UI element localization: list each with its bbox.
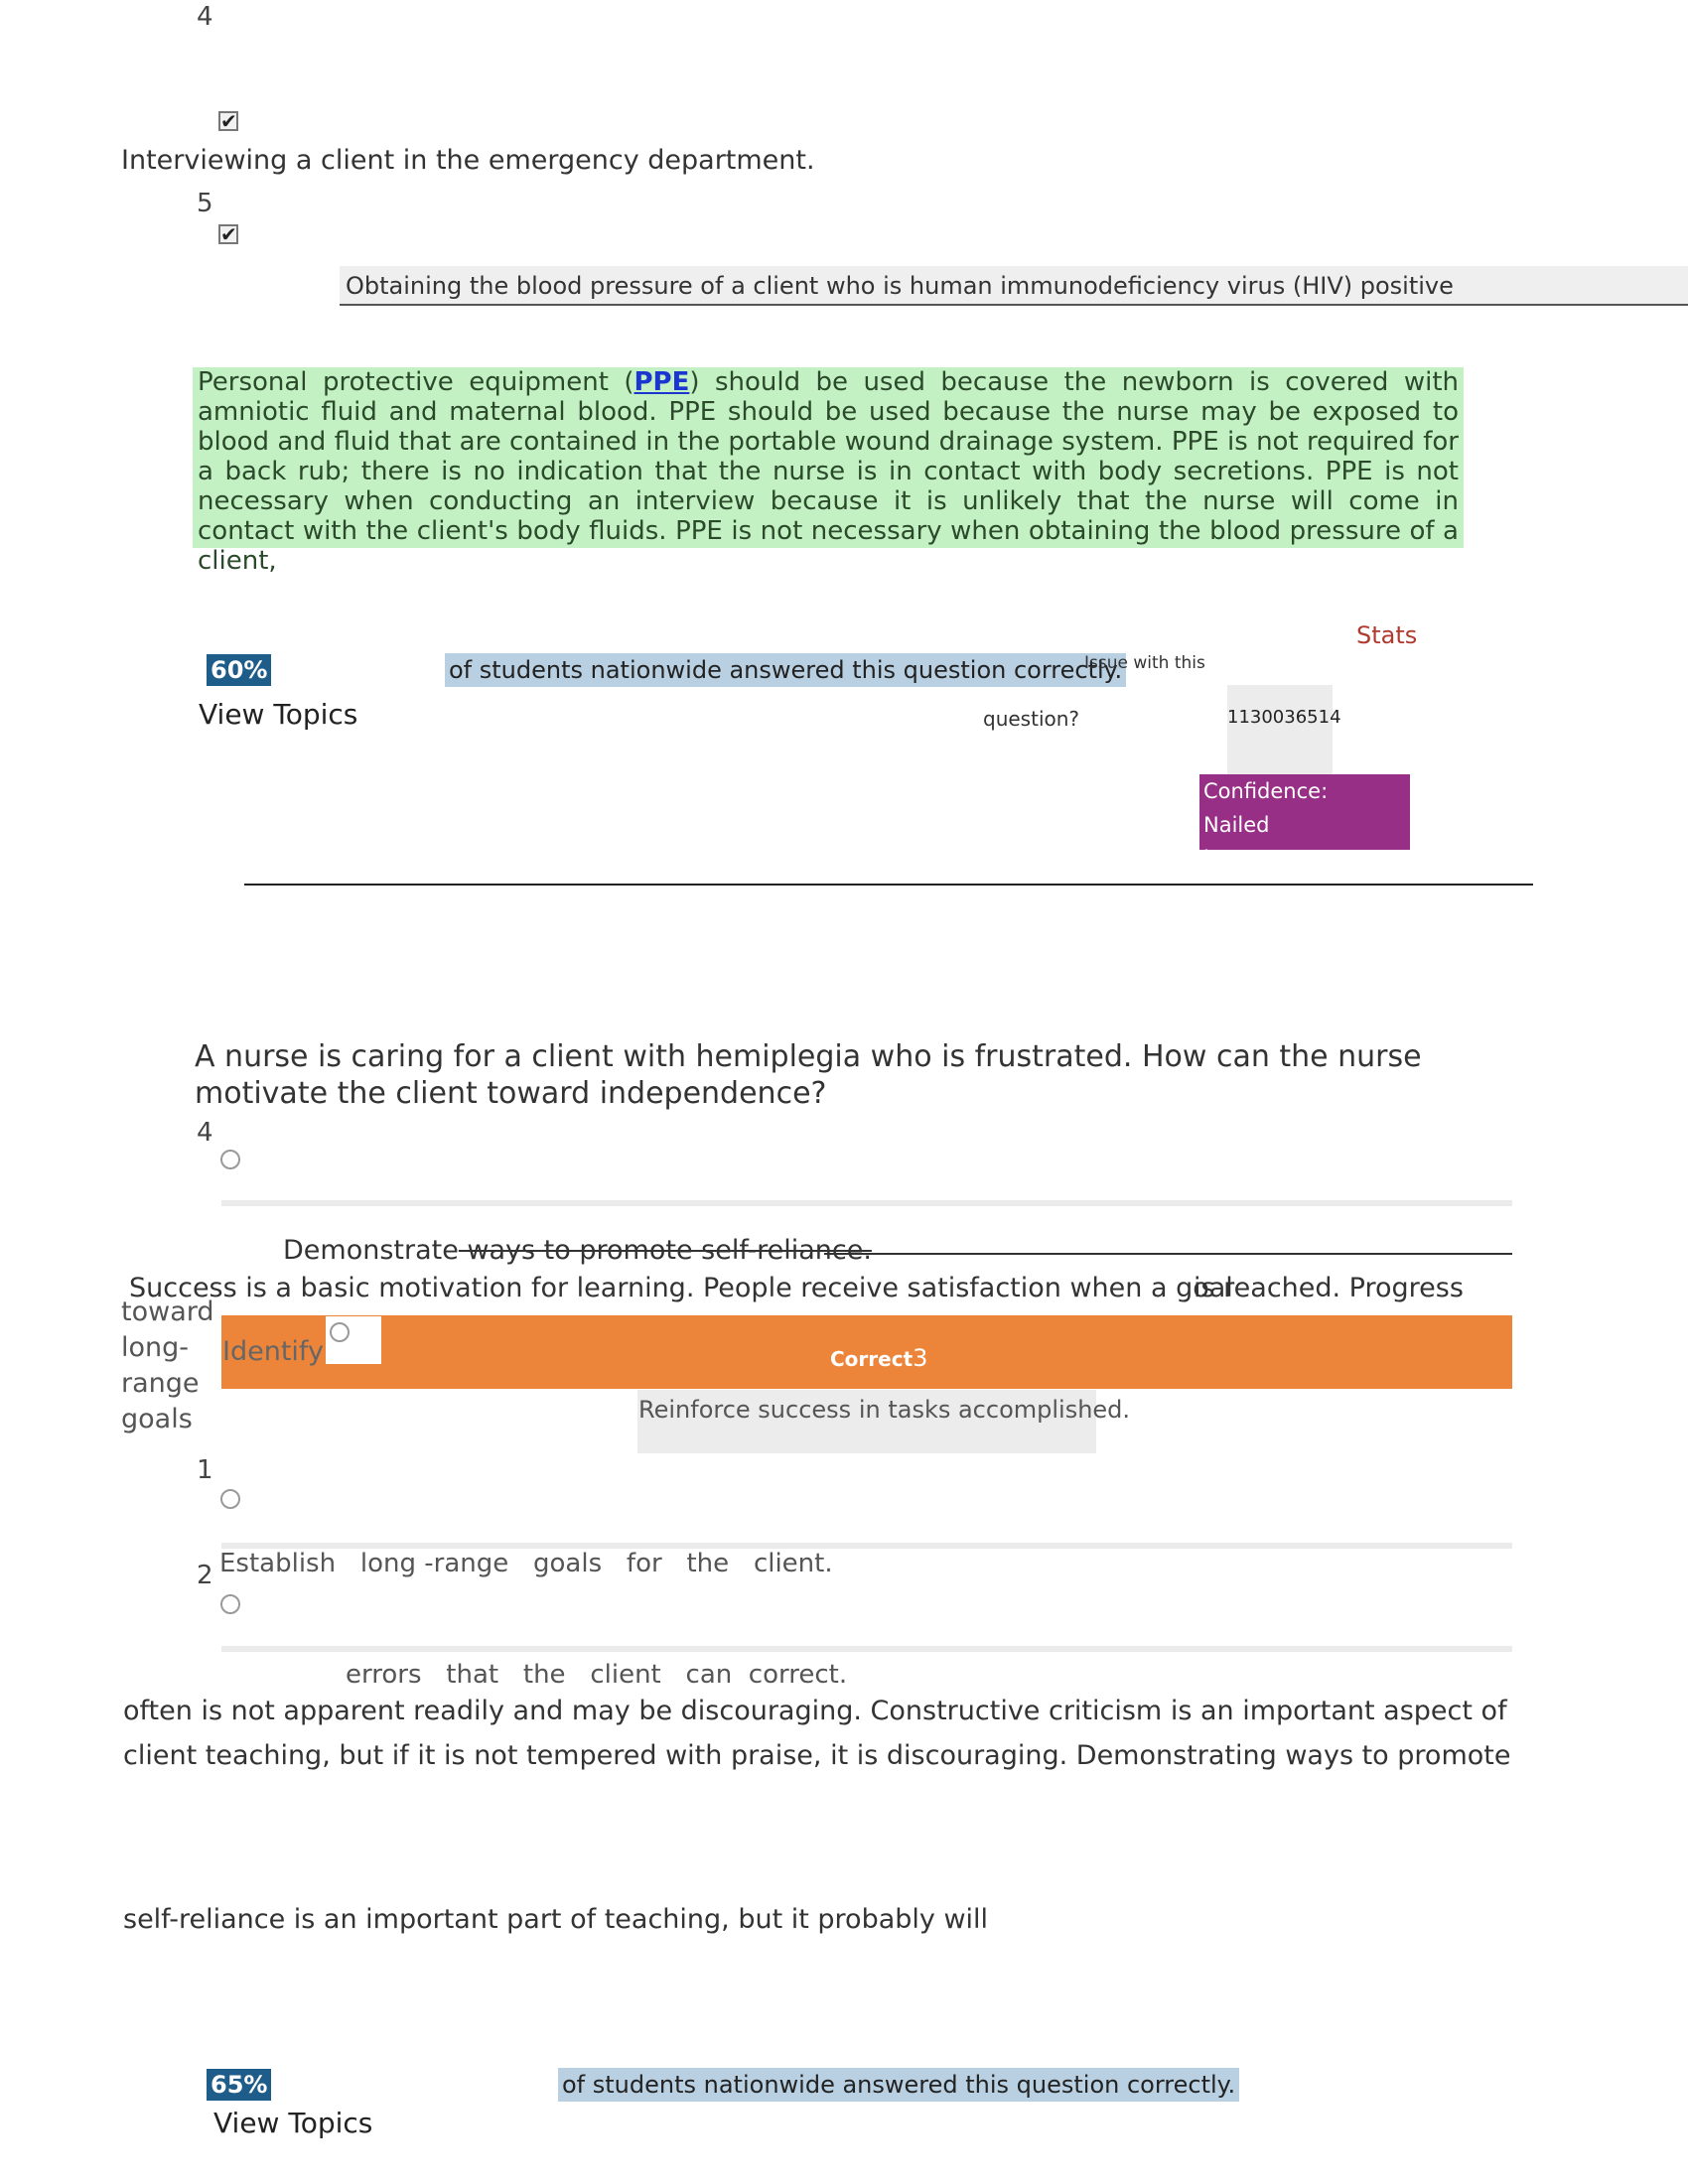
rationale-text-start: Personal protective equipment ( bbox=[198, 367, 634, 397]
radio-option-2[interactable] bbox=[220, 1594, 240, 1614]
option-number-2: 2 bbox=[197, 1561, 213, 1590]
option-identify-prefix: Identify bbox=[222, 1336, 324, 1367]
option-demonstrate-prefix: Demonstrate bbox=[283, 1235, 459, 1266]
option-strike-line bbox=[824, 1253, 1512, 1255]
option-errors: errors that the client can correct. bbox=[346, 1660, 848, 1690]
rationale-line2: often is not apparent readily and may be discouraging. Constructive criticism is an important aspect of bbox=[123, 1696, 1507, 1726]
rationale-line4: self-reliance is an important part of teaching, but it probably will bbox=[123, 1904, 989, 1935]
correct-label bbox=[830, 1344, 927, 1372]
nationwide-text: of students nationwide answered this question correctly. bbox=[445, 653, 1126, 687]
rationale-line1: Success is a basic motivation for learning. People receive satisfaction when a goal bbox=[129, 1273, 1233, 1303]
checkbox-interview[interactable]: ✔ bbox=[220, 109, 237, 133]
checkbox-blood-pressure[interactable]: ✔ bbox=[220, 222, 237, 246]
issue-link-line1[interactable]: Issue with this bbox=[1084, 653, 1205, 673]
question-stem: A nurse is caring for a client with hemiplegia who is frustrated. How can the nurse motivate the client toward independence? bbox=[195, 1039, 1422, 1111]
question-divider bbox=[244, 884, 1533, 886]
percent-badge: 60% bbox=[207, 654, 271, 686]
option-number-1: 1 bbox=[197, 1455, 213, 1485]
view-topics-link-2[interactable]: View Topics bbox=[213, 2107, 373, 2139]
option-separator bbox=[221, 1200, 1512, 1206]
confidence-badge[interactable] bbox=[1199, 774, 1410, 871]
rationale-text-rest: ) should be used because the newborn is covered with amniotic fluid and maternal blood. PPE should be used because the nurse may be exposed to blood and fluid that are contained in the portable wound drainage system. PPE is not required for a back rub; there is no indication that the nurse is in contact with body secretions. PPE is not necessary when conducting an interview because it is unlikely that the nurse will come in contact with the client's body fluids. PPE is not necessary when obtaining the blood pressure of a client, bbox=[198, 367, 1459, 576]
question-id-box bbox=[1227, 685, 1333, 774]
option-number-5: 5 bbox=[197, 189, 213, 218]
percent-badge-2: 65% bbox=[207, 2069, 271, 2101]
correct-number: 3 bbox=[913, 1344, 928, 1372]
ppe-link[interactable]: PPE bbox=[633, 367, 690, 397]
option-blood-pressure-text: Obtaining the blood pressure of a client who is human immunodeficiency virus (HIV) positive bbox=[340, 266, 1688, 306]
radio-reinforce[interactable] bbox=[330, 1322, 350, 1342]
question-id: 1130036514 bbox=[1227, 707, 1341, 728]
option-interview-text: Interviewing a client in the emergency department. bbox=[121, 145, 815, 176]
side-fragment-3: range bbox=[121, 1368, 200, 1399]
view-topics-link[interactable]: View Topics bbox=[199, 698, 358, 731]
side-fragment-1: toward bbox=[121, 1297, 214, 1327]
confidence-label: Confidence: bbox=[1203, 779, 1329, 803]
side-fragment-2: long- bbox=[121, 1332, 190, 1363]
issue-link-line2[interactable]: question? bbox=[983, 707, 1080, 731]
option-number-4: 4 bbox=[197, 2, 213, 32]
radio-demonstrate[interactable] bbox=[220, 1150, 240, 1169]
rationale-line3: client teaching, but if it is not tempered with praise, it is discouraging. Demonstrating ways to promote bbox=[123, 1740, 1511, 1771]
confidence-value-wrap: it bbox=[1203, 847, 1218, 871]
option-separator-3 bbox=[221, 1646, 1512, 1652]
rationale-ppe bbox=[193, 367, 1464, 576]
rationale-line1-end: is reached. Progress bbox=[1194, 1273, 1464, 1303]
side-fragment-4: goals bbox=[121, 1404, 193, 1434]
confidence-value: Nailed bbox=[1203, 813, 1270, 837]
radio-option-1[interactable] bbox=[220, 1489, 240, 1509]
option-demonstrate bbox=[283, 1235, 872, 1266]
option-reinforce: Reinforce success in tasks accomplished. bbox=[638, 1396, 1131, 1424]
correct-label-text: Correct bbox=[830, 1347, 914, 1371]
option-demonstrate-rest: ways to promote self-reliance. bbox=[458, 1235, 872, 1266]
stats-link[interactable]: Stats bbox=[1356, 621, 1418, 649]
option-establish: Establish long -range goals for the client. bbox=[219, 1549, 833, 1578]
side-fragment bbox=[121, 1295, 214, 1437]
option-number-4b: 4 bbox=[197, 1118, 213, 1148]
nationwide-text-2: of students nationwide answered this question correctly. bbox=[558, 2068, 1239, 2102]
